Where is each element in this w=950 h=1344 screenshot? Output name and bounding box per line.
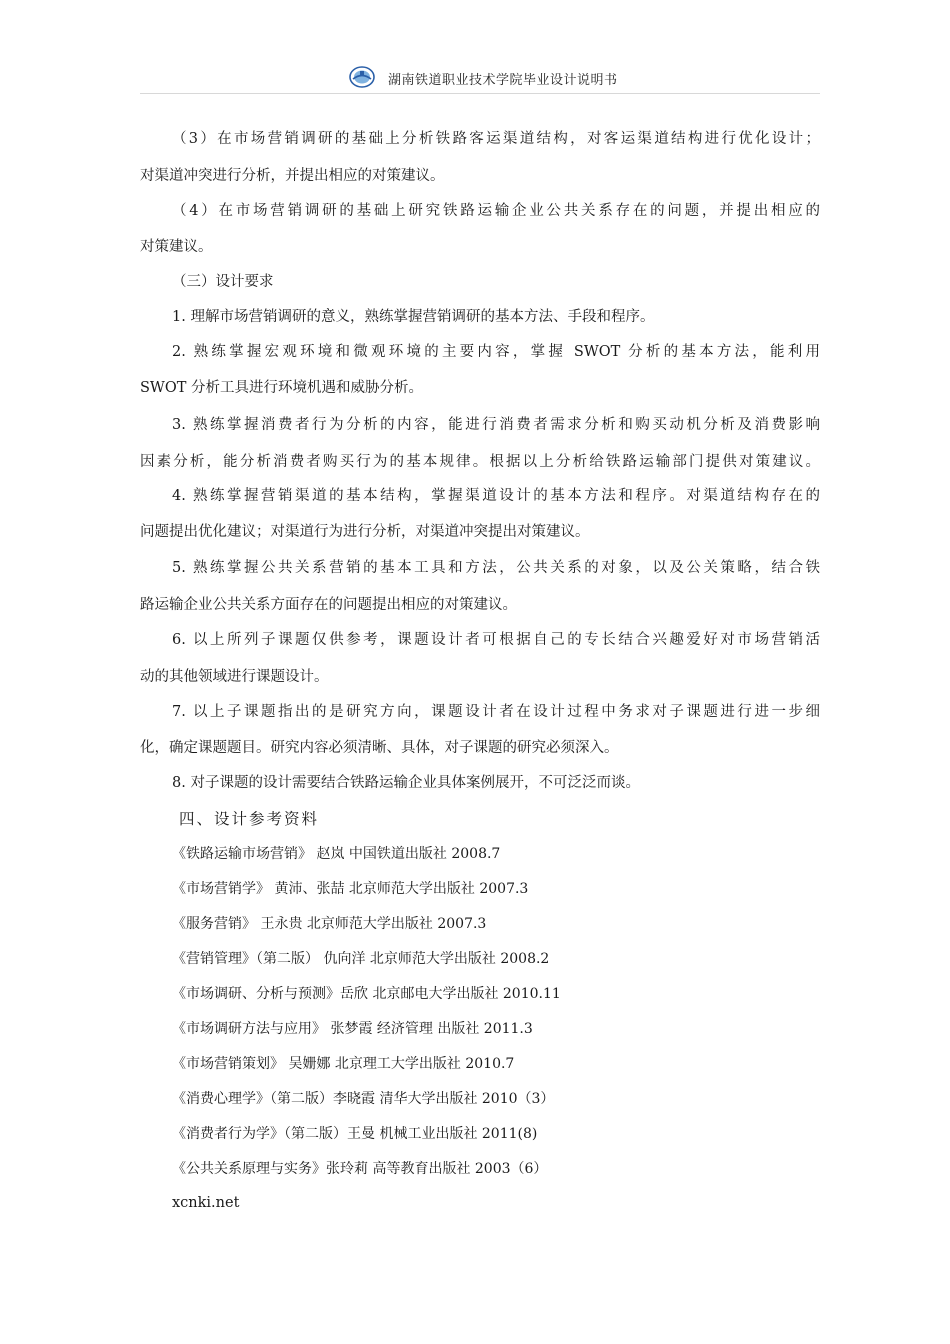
page-header [0, 62, 950, 92]
header-title: 湖南铁道职业技术学院毕业设计说明书 [388, 73, 618, 88]
task-3-line-1: （3）在市场营销调研的基础上分析铁路客运渠道结构，对客运渠道结构进行优化设计； [172, 131, 820, 147]
requirement-1: 1. 理解市场营销调研的意义，熟练掌握营销调研的基本方法、手段和程序。 [172, 309, 655, 325]
requirement-6-line-2: 动的其他领域进行课题设计。 [140, 669, 329, 685]
requirement-2-line-2: SWOT 分析工具进行环境机遇和威胁分析。 [140, 380, 424, 396]
reference-item: 《市场营销策划》 吴姗娜 北京理工大学出版社 2010.7 [172, 1056, 515, 1072]
header-divider [140, 93, 820, 94]
requirement-6-line-1: 6. 以上所列子课题仅供参考，课题设计者可根据自己的专长结合兴趣爱好对市场营销活 [172, 632, 820, 648]
task-4-line-2: 对策建议。 [140, 239, 213, 255]
reference-item: 《消费心理学》（第二版）李晓霞 清华大学出版社 2010（3） [172, 1091, 555, 1107]
requirement-3-line-1: 3. 熟练掌握消费者行为分析的内容，能进行消费者需求分析和购买动机分析及消费影响 [172, 417, 820, 433]
requirement-5-line-1: 5. 熟练掌握公共关系营销的基本工具和方法，公共关系的对象，以及公关策略，结合铁 [172, 560, 820, 576]
reference-item: 《服务营销》 王永贵 北京师范大学出版社 2007.3 [172, 916, 487, 932]
reference-item: 《消费者行为学》（第二版）王曼 机械工业出版社 2011(8) [172, 1126, 538, 1142]
school-logo-icon [349, 66, 375, 88]
requirement-5-line-2: 路运输企业公共关系方面存在的问题提出相应的对策建议。 [140, 597, 517, 613]
requirement-3-line-2: 因素分析，能分析消费者购买行为的基本规律。根据以上分析给铁路运输部门提供对策建议。 [140, 454, 820, 470]
requirements-heading: （三）设计要求 [172, 274, 274, 290]
requirement-4-line-1: 4. 熟练掌握营销渠道的基本结构，掌握渠道设计的基本方法和程序。对渠道结构存在的 [172, 488, 820, 504]
reference-item: 《公共关系原理与实务》张玲莉 高等教育出版社 2003（6） [172, 1161, 548, 1177]
requirement-2-line-1: 2. 熟练掌握宏观环境和微观环境的主要内容，掌握 SWOT 分析的基本方法，能利用 [172, 344, 820, 360]
requirement-4-line-2: 问题提出优化建议；对渠道行为进行分析，对渠道冲突提出对策建议。 [140, 524, 590, 540]
requirement-8: 8. 对子课题的设计需要结合铁路运输企业具体案例展开，不可泛泛而谈。 [172, 775, 640, 791]
reference-item: 《营销管理》（第二版） 仇向洋 北京师范大学出版社 2008.2 [172, 951, 550, 967]
references-heading: 四、设计参考资料 [179, 810, 320, 828]
requirement-7-line-1: 7. 以上子课题指出的是研究方向，课题设计者在设计过程中务求对子课题进行进一步细 [172, 704, 820, 720]
task-4-line-1: （4）在市场营销调研的基础上研究铁路运输企业公共关系存在的问题，并提出相应的 [172, 203, 820, 219]
reference-item: 《铁路运输市场营销》 赵岚 中国铁道出版社 2008.7 [172, 846, 501, 862]
requirement-7-line-2: 化，确定课题题目。研究内容必须清晰、具体，对子课题的研究必须深入。 [140, 740, 619, 756]
reference-item: 《市场营销学》 黄沛、张喆 北京师范大学出版社 2007.3 [172, 881, 529, 897]
footer-site-link[interactable]: xcnki.net [172, 1195, 240, 1211]
task-3-line-2: 对渠道冲突进行分析，并提出相应的对策建议。 [140, 168, 445, 184]
reference-item: 《市场调研、分析与预测》岳欣 北京邮电大学出版社 2010.11 [172, 986, 561, 1002]
reference-item: 《市场调研方法与应用》 张梦霞 经济管理 出版社 2011.3 [172, 1021, 533, 1037]
